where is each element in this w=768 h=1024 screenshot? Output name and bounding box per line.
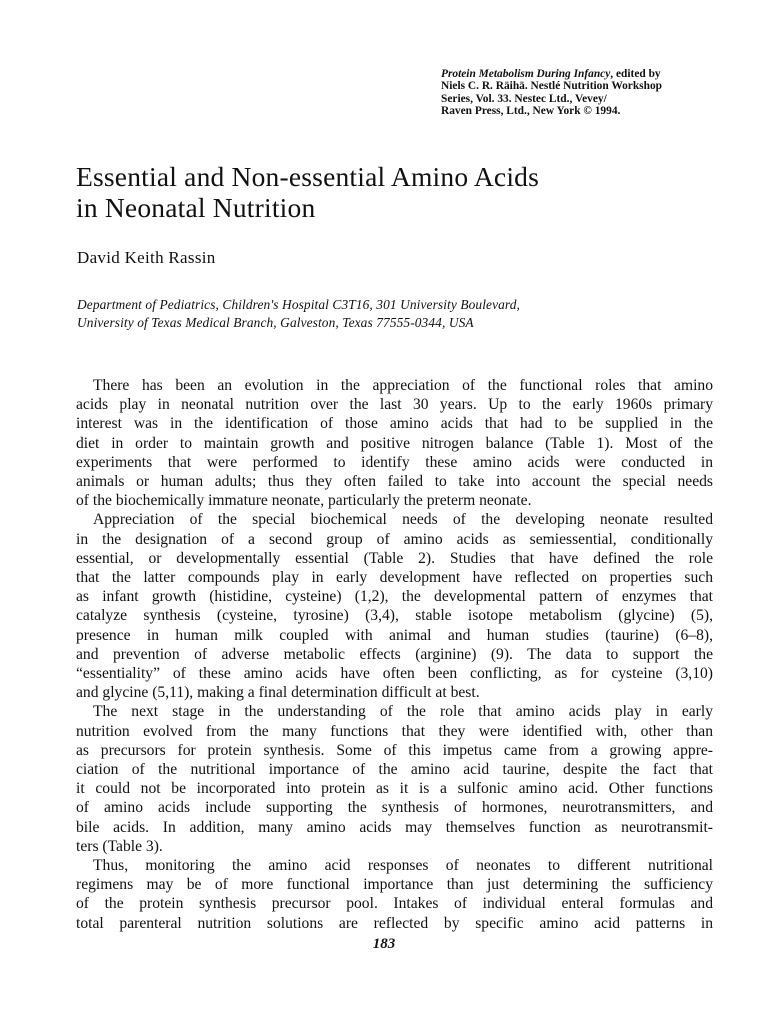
paragraph-line: nutrition evolved from the many functions that they were identified with, other than	[76, 722, 713, 740]
paragraph-line: bile acids. In addition, many amino acids may themselves function as neurotransmit-	[76, 818, 713, 836]
title-line-1: Essential and Non-essential Amino Acids	[76, 161, 540, 192]
paragraph-line: experiments that were performed to identify these amino acids were conducted in	[76, 453, 713, 471]
paragraph-line: of amino acids include supporting the synthesis of hormones, neurotransmitters, and	[76, 799, 713, 817]
page-number: 183	[372, 936, 396, 952]
paragraph-line: Thus, monitoring the amino acid responses of neonates to different nutritional	[93, 857, 713, 875]
paragraph	[76, 856, 713, 933]
author-name: David Keith Rassin	[77, 248, 216, 267]
paragraph-line: of the biochemically immature neonate, particularly the preterm neonate.	[76, 492, 532, 510]
paragraph-line: Appreciation of the special biochemical needs of the developing neonate resulted	[93, 511, 713, 529]
paragraph-line: presence in human milk coupled with animal and human studies (taurine) (6–8),	[76, 626, 713, 644]
paragraph	[76, 702, 713, 856]
affiliation-line-1: Department of Pediatrics, Children's Hospital C3T16, 301 University Boulevard,	[77, 297, 520, 312]
paragraph-line: animals or human adults; thus they often failed to take into account the special needs	[76, 473, 713, 491]
paragraph-line: total parenteral nutrition solutions are reflected by specific amino acid patterns in	[76, 914, 713, 932]
paragraph-line: and prevention of adverse metabolic effects (arginine) (9). The data to support the	[76, 645, 713, 663]
paragraph-line: ciation of the nutritional importance of the amino acid taurine, despite the fact that	[76, 761, 713, 779]
affiliation	[77, 296, 737, 331]
paragraph-line: “essentiality” of these amino acids have often been conflicting, as for cysteine (3,10)	[76, 665, 713, 683]
paragraph-line: as infant growth (histidine, cysteine) (1,2), the developmental pattern of enzymes that	[76, 588, 713, 606]
citation-line-2: Niels C. R. Räihä. Nestlé Nutrition Workshop	[441, 80, 662, 93]
paragraph-line: acids play in neonatal nutrition over the last 30 years. Up to the early 1960s primary	[76, 396, 713, 414]
citation-line-1	[441, 68, 731, 80]
paragraph-line: it could not be incorporated into protein as it is a sulfonic amino acid. Other functions	[76, 780, 713, 798]
affiliation-line-2: University of Texas Medical Branch, Galveston, Texas 77555-0344, USA	[77, 314, 474, 330]
paragraph-line: as precursors for protein synthesis. Some of this impetus came from a growing appre-	[76, 741, 713, 759]
paragraph-line: The next stage in the understanding of the role that amino acids play in early	[93, 703, 713, 721]
citation-block	[441, 68, 731, 117]
paragraph-line: ters (Table 3).	[76, 837, 163, 855]
citation-line-3: Series, Vol. 33. Nestec Ltd., Vevey/	[441, 92, 607, 105]
paper-title	[76, 161, 736, 223]
paragraph-line: regimens may be of more functional importance than just determining the sufficiency	[76, 876, 713, 894]
paragraph-line: diet in order to maintain growth and positive nitrogen balance (Table 1). Most of the	[76, 434, 713, 452]
paragraph-line: in the designation of a second group of amino acids as semiessential, conditionally	[76, 530, 713, 548]
paragraph-line: There has been an evolution in the appreciation of the functional roles that amino	[93, 377, 713, 394]
paragraph	[76, 376, 713, 510]
paragraph-line: that the latter compounds play in early development have reflected on properties such	[76, 569, 713, 587]
paragraph-line: of the protein synthesis precursor pool. Intakes of individual enteral formulas and	[76, 895, 713, 913]
paragraph-line: interest was in the identification of those amino acids that had to be supplied in the	[76, 415, 713, 433]
body-text	[76, 376, 713, 933]
paragraph-line: catalyze synthesis (cysteine, tyrosine) (3,4), stable isotope metabolism (glycine) (5),	[76, 607, 713, 625]
citation-editor-note: , edited by	[610, 68, 661, 80]
paragraph	[76, 510, 713, 702]
title-line-2: in Neonatal Nutrition	[76, 192, 316, 223]
paragraph-line: essential, or developmentally essential (Table 2). Studies that have defined the role	[76, 549, 713, 567]
citation-line-4: Raven Press, Ltd., New York © 1994.	[441, 104, 621, 117]
book-title: Protein Metabolism During Infancy	[441, 68, 611, 80]
paragraph-line: and glycine (5,11), making a final determination difficult at best.	[76, 684, 480, 702]
